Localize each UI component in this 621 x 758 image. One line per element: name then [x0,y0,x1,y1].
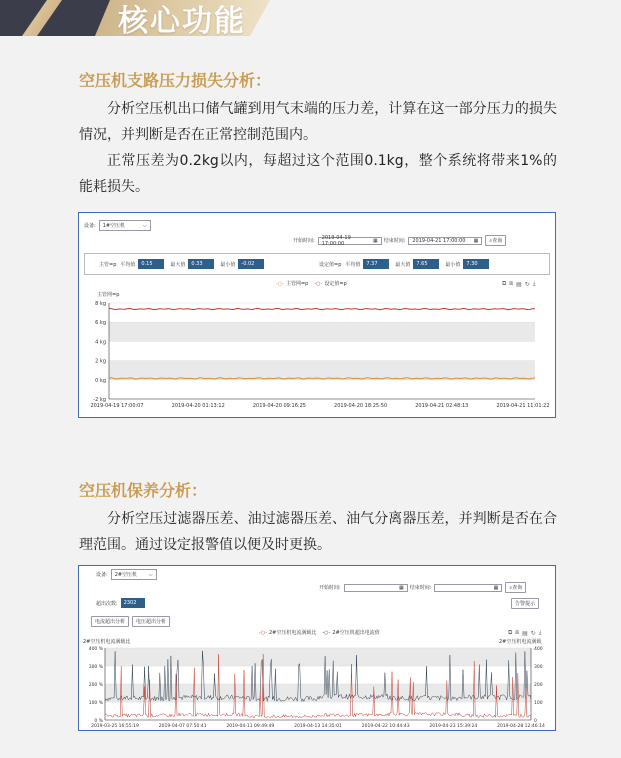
legend1-label: 主管网=p [285,281,309,287]
start-time-label: 开始时间: [293,238,315,244]
query-button-label: 查询 [492,238,503,244]
search-icon: ⌕ [489,237,493,244]
x-tick-label: 2019-04-23 15:39:24 [429,724,478,729]
pressure-chart [79,297,555,415]
x-tick-label: 2019-04-22 10:44:43 [361,724,410,729]
min-value: -0.02 [238,259,264,269]
refresh-icon[interactable]: ↻ [524,280,530,288]
device2-select-value: 2#空压机 [114,572,138,578]
chart2-legend [259,629,380,636]
start-time2-label: 开始时间: [319,585,341,591]
end-time2-label: 结束时间: [409,585,432,591]
maintenance-panel [78,565,556,731]
section1-text [79,96,557,200]
data-view-icon[interactable]: ▤ [516,280,522,288]
y-tick-label-right: 400 [534,647,543,652]
grid-band [109,361,535,380]
exceed-count-label: 超出次数: [96,600,118,607]
device-label: 设备: [84,223,96,229]
main-pressure-label: 主管=p [99,261,117,268]
grid-band [105,648,531,666]
zoom-icon[interactable]: ⧉ [508,629,513,636]
section2-text [79,506,557,558]
section1-para1: 分析空压机出口储气罐到用气末端的压力差，计算在这一部分压力的损失情况，并判断是否在正常控制范围内。 [79,101,557,143]
y-tick-label-right: 0 [534,719,537,724]
query2-button[interactable] [505,582,526,593]
series-line-2 [109,308,535,309]
header-banner [0,0,621,44]
device2-select[interactable] [111,569,157,580]
calendar-icon: ▦ [493,584,499,591]
download-icon[interactable]: ⤓ [538,629,542,636]
x-tick-label: 2019-04-19 17:00:07 [90,403,144,409]
device2-label: 设备: [96,572,108,578]
chart2-ylabel-left: 2#空压机电流满载比 [83,639,131,645]
x-tick-label: 2019-04-20 09:16:25 [252,403,306,409]
alarm-button[interactable]: 告警提示 [511,598,539,609]
set-min-value: 7.30 [463,259,489,269]
legend2-label: 设定值=p [324,281,347,287]
end-time-input[interactable] [408,237,482,245]
exceed-count-value: 2302 [121,598,145,608]
set-max-label: 最大值 [395,261,411,268]
start-time2-input[interactable] [344,584,408,592]
max-label: 最大值 [170,261,186,268]
x-tick-label: 2019-04-20 18:25:50 [334,403,388,409]
calendar-icon: ▦ [473,237,479,244]
zoom-reset-icon[interactable]: ⧈ [509,280,514,287]
max-value: 0.33 [188,259,214,269]
device-select-value: 1#空压机 [102,223,126,229]
legend-marker-icon: -○- [259,629,267,636]
legend2b-label: 2#空压机超出电流值 [332,630,380,636]
chart2-toolbar [505,629,541,637]
search-icon: ⌕ [509,584,513,591]
legend-marker-icon: -○- [276,280,284,287]
chart2-ylabel-right: 2#空压机电流满载 [499,639,542,645]
legend-marker-icon: -○- [322,629,331,636]
y-tick-label: -2 kg [93,397,106,403]
y-tick-label: 0 % [94,719,103,724]
x-tick-label: 2019-04-20 01:13:12 [171,403,225,409]
y-tick-label: 0 kg [95,377,106,384]
zoom-icon[interactable]: ⧉ [502,280,507,287]
y-tick-label-right: 100 [534,701,543,706]
section1-para2: 正常压差为0.2kg以内，每超过这个范围0.1kg，整个系统将带来1%的能耗损失。 [79,153,557,195]
y-tick-label: 4 kg [95,339,106,346]
set-avg-label: 平均值 [345,261,361,268]
end-time-label: 结束时间: [383,238,406,244]
x-tick-label: 2019-04-21 11:01:22 [496,403,550,409]
start-time-value: 2019-04-19 17:00:00 [321,234,351,247]
calendar-icon: ▦ [372,237,378,244]
grid-band [109,322,535,341]
refresh-icon[interactable]: ↻ [530,629,536,637]
y-tick-label: 8 kg [95,301,106,307]
query-button[interactable] [485,235,506,246]
section2-title: 空压机保养分析： [79,481,208,500]
end-time-value: 2019-04-21 17:00:00 [412,237,466,244]
legend2a-label: 2#空压机电流满载比 [268,630,317,636]
y-tick-label-right: 200 [534,683,543,688]
x-tick-label: 2019-04-07 07:50:41 [158,724,207,729]
x-tick-label: 2019-03-25 16:55:19 [91,724,139,729]
chevron-down-icon: ⌵ [148,571,153,578]
chart1-legend [276,280,347,287]
x-tick-label: 2019-04-13 14:35:01 [294,724,342,729]
legend-marker-icon: -○- [314,280,323,287]
calendar-icon: ▦ [398,584,404,591]
section2-para: 分析空压过滤器压差、油过滤器压差、油气分离器压差，并判断是否在合理范围。通过设定报警值以便及时更换。 [79,511,557,553]
data-view-icon[interactable]: ▤ [522,629,528,637]
min-label: 最小值 [220,261,236,268]
zoom-reset-icon[interactable]: ⧈ [515,629,520,636]
y-tick-label: 400 % [88,647,103,652]
end-time2-input[interactable] [434,584,502,592]
chevron-down-icon: ⌵ [142,222,147,229]
query2-button-label: 查询 [512,585,523,591]
start-time-input[interactable] [318,234,382,247]
x-tick-label: 2019-04-11 09:49:49 [226,724,275,729]
x-tick-label: 2019-04-21 02:48:13 [415,403,469,409]
pressure-panel [78,212,556,418]
avg-label: 平均值 [120,261,136,268]
tab-current-exceed[interactable]: 电流超出分析 [91,616,129,627]
y-tick-label: 6 kg [95,320,106,327]
set-avg-value: 7.37 [363,259,389,269]
y-tick-label: 300 % [88,665,103,670]
tab-voltage-exceed[interactable]: 电压超出分析 [132,616,170,627]
page-title: 核心功能 [118,4,246,39]
y-tick-label: 2 kg [95,358,106,365]
y-tick-label: 100 % [88,701,103,706]
y-tick-label: 200 % [88,683,103,688]
chart1-toolbar [499,280,535,288]
current-chart [79,644,555,730]
set-min-label: 最小值 [445,261,461,268]
chart1-ylabel: 主管网=p [97,292,120,298]
y-tick-label-right: 300 [534,665,543,670]
avg-value: 0.15 [138,259,164,269]
device-select[interactable] [99,220,151,231]
x-tick-label: 2019-04-28 12:46:14 [497,724,545,729]
section1-title: 空压机支路压力损失分析： [79,71,272,90]
set-max-value: 7.65 [413,259,439,269]
download-icon[interactable]: ⤓ [532,280,536,287]
set-pressure-label: 设定值=p [319,261,342,268]
